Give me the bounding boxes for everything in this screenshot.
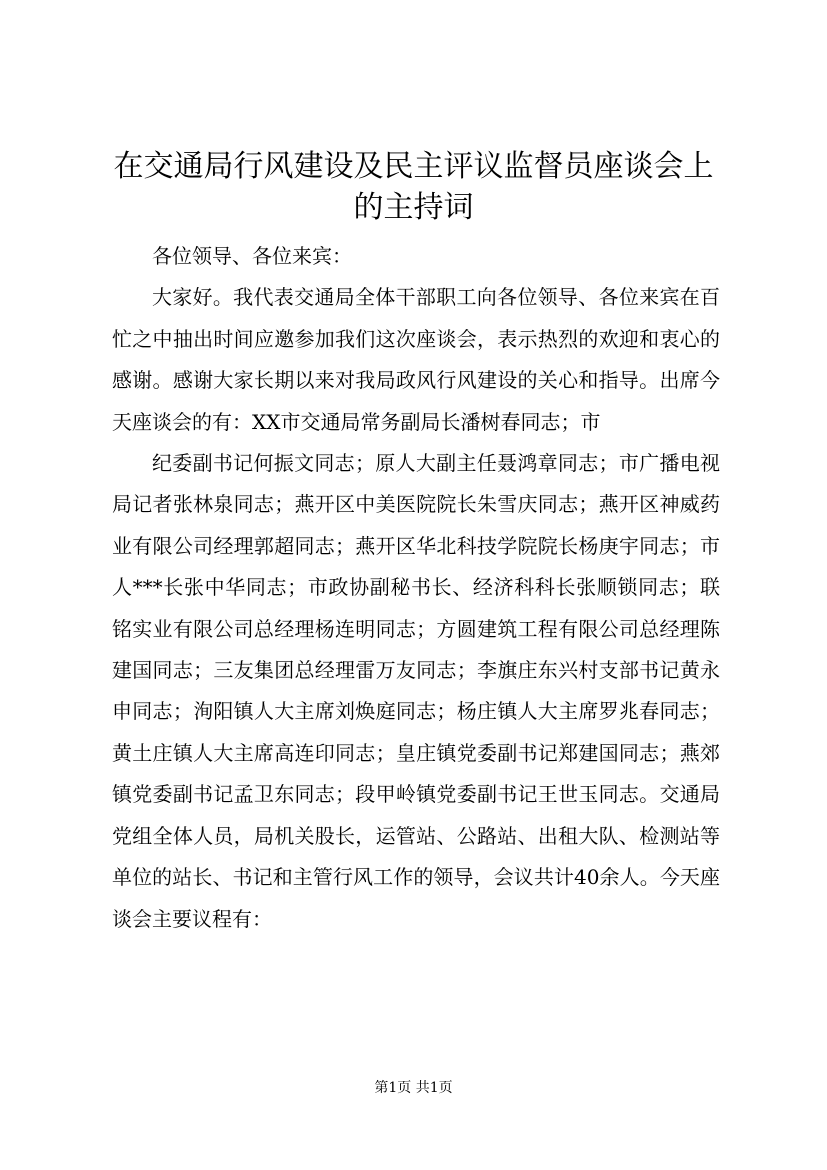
paragraph-welcome: 大家好。我代表交通局全体干部职工向各位领导、各位来宾在百忙之中抽出时间应邀参加我们这次座谈会，表示热烈的欢迎和衷心的感谢。感谢大家长期以来对我局政风行风建设的关心和指导。出席今天座谈会的有：XX市交通局常务副局长潘树春同志；市: [112, 285, 720, 434]
document-body: [112, 236, 720, 940]
paragraph-salutation: 各位领导、各位来宾：: [152, 244, 352, 268]
paragraph-attendees: 纪委副书记何振文同志；原人大副主任聂鸿章同志；市广播电视局记者张林泉同志；燕开区中美医院院长朱雪庆同志；燕开区神威药业有限公司经理郭超同志；燕开区华北科技学院院长杨庚宇同志；市人***长张中华同志；市政协副秘书长、经济科科长张顺锁同志；联铭实业有限公司总经理杨连明同志；方圆建筑工程有限公司总经理陈建国同志；三友集团总经理雷万友同志；李旗庄东兴村支部书记黄永申同志；洵阳镇人大主席刘焕庭同志；杨庄镇人大主席罗兆春同志；黄土庄镇人大主席高连印同志；皇庄镇党委副书记郑建国同志；燕郊镇党委副书记孟卫东同志；段甲岭镇党委副书记王世玉同志。交通局党组全体人员，局机关股长，运管站、公路站、出租大队、检测站等单位的站长、书记和主管行风工作的领导，会议共计40余人。今天座谈会主要议程有：: [112, 451, 720, 931]
page-footer: 第1页 共1页: [374, 1080, 453, 1096]
document-title: 在交通局行风建设及民主评议监督员座谈会上的主持词: [113, 149, 714, 225]
